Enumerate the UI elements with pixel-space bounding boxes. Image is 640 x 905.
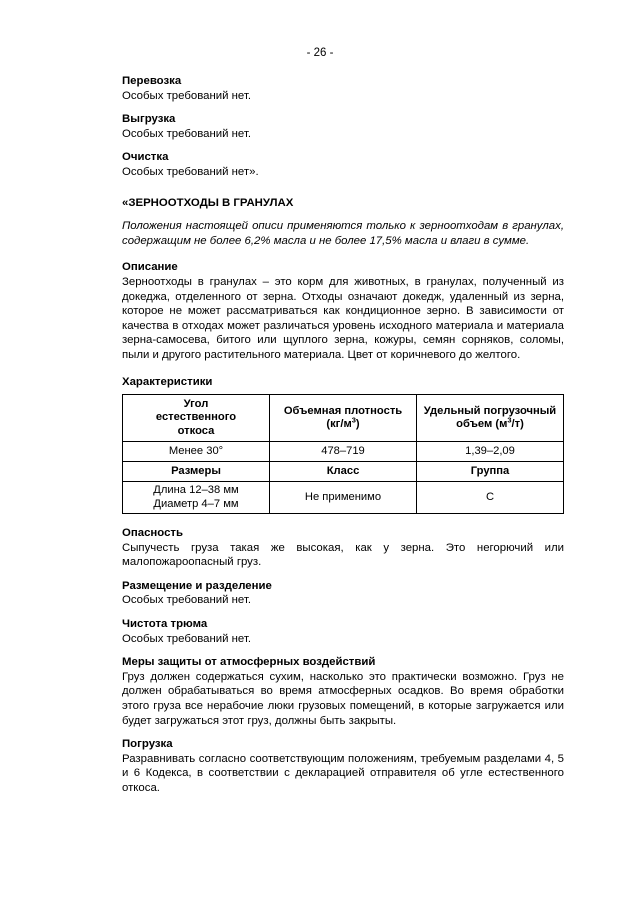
- section-cleaning: [122, 150, 564, 179]
- section-text: Особых требований нет.: [122, 127, 252, 140]
- header-size: Размеры: [123, 462, 270, 482]
- section-text: Груз должен содержаться сухим, насколько это практически возможно. Груз не должен обрабатываться во время атмосферных осадков. Во время обработки этого груза все нерабочие люки грузовых помещений, в которые загружается или будет загружаться этот груз, должны быть закрыты.: [122, 670, 564, 727]
- table-cell: 478–719: [270, 442, 417, 462]
- section-heading: Меры защиты от атмосферных воздействий: [122, 656, 376, 669]
- section-heading: Опасность: [122, 527, 184, 540]
- characteristics-table: [122, 394, 564, 514]
- section-heading: Чистота трюма: [122, 618, 208, 631]
- section-characteristics: [122, 375, 564, 515]
- section-heading: Размещение и разделение: [122, 579, 272, 592]
- cargo-note: Положения настоящей описи применяются только к зерноотходам в гранулах, содержащим не более 6,2% масла и не более 17,5% масла и влаги в сумме.: [122, 220, 564, 247]
- header-bulk-density: Объемная плотность $(кг/м^3)$: [270, 395, 417, 442]
- section-hold-cleanliness: [122, 617, 564, 646]
- table-cell: Не применимо: [270, 482, 417, 514]
- table-cell: 1,39–2,09: [417, 442, 564, 462]
- section-discharge: [122, 112, 564, 141]
- section-heading: Описание: [122, 261, 178, 274]
- table-row: [123, 442, 564, 462]
- section-heading: Характеристики: [122, 375, 213, 388]
- section-loading: [122, 737, 564, 795]
- section-text: Сыпучесть груза такая же высокая, как у зерна. Это негорючий или малопожароопасный груз.: [122, 541, 564, 569]
- table-cell: C: [417, 482, 564, 514]
- section-stowage: [122, 579, 564, 608]
- page-number: - 26 -: [306, 47, 334, 59]
- section-text: Особых требований нет.: [122, 89, 252, 102]
- table-row: [123, 482, 564, 514]
- table-header-row: [123, 395, 564, 442]
- section-description: [122, 260, 564, 362]
- header-class: Класс: [270, 462, 417, 482]
- table-header-row: [123, 462, 564, 482]
- table-cell: Менее 30°: [123, 442, 270, 462]
- section-heading: Очистка: [122, 151, 169, 164]
- cargo-title: «ЗЕРНООТХОДЫ В ГРАНУЛАХ: [122, 196, 294, 209]
- page-content: [122, 74, 564, 805]
- header-group: Группа: [417, 462, 564, 482]
- section-hazard: [122, 526, 564, 570]
- section-text: Особых требований нет.: [122, 594, 252, 607]
- table-cell: Длина 12–38 мм Диаметр 4–7 мм: [123, 482, 270, 514]
- header-stowage-factor: Удельный погрузочный объем $(м^3/т)$: [417, 395, 564, 442]
- section-text: Зерноотходы в гранулах – это корм для животных, в гранулах, полученный из докеджа, отделенного от зерна. Отходы означают докедж, удаленный из зерна, которое не может рассматриваться как кондиционное зерно. В зависимости от качества в отходах может различаться уровень исходного материала и материала зерна-самосева, битого или щуплого зерна, кожуры, семян сорняков, соломы, пыли и другого растительного материала. Цвет от коричневого до желтого.: [122, 275, 564, 361]
- section-heading: Выгрузка: [122, 113, 176, 126]
- section-heading: Погрузка: [122, 738, 173, 751]
- section-text: Особых требований нет».: [122, 165, 259, 178]
- section-heading: Перевозка: [122, 75, 182, 87]
- header-angle-of-repose: Угол естественного откоса: [123, 395, 270, 442]
- section-text: Разравнивать согласно соответствующим положениям, требуемым разделами 4, 5 и 6 Кодекса, в соответствии с декларацией отправителя об угле естественного откоса.: [122, 752, 564, 794]
- section-weather-precautions: [122, 655, 564, 728]
- section-text: Особых требований нет.: [122, 632, 252, 645]
- section-transport: [122, 74, 564, 103]
